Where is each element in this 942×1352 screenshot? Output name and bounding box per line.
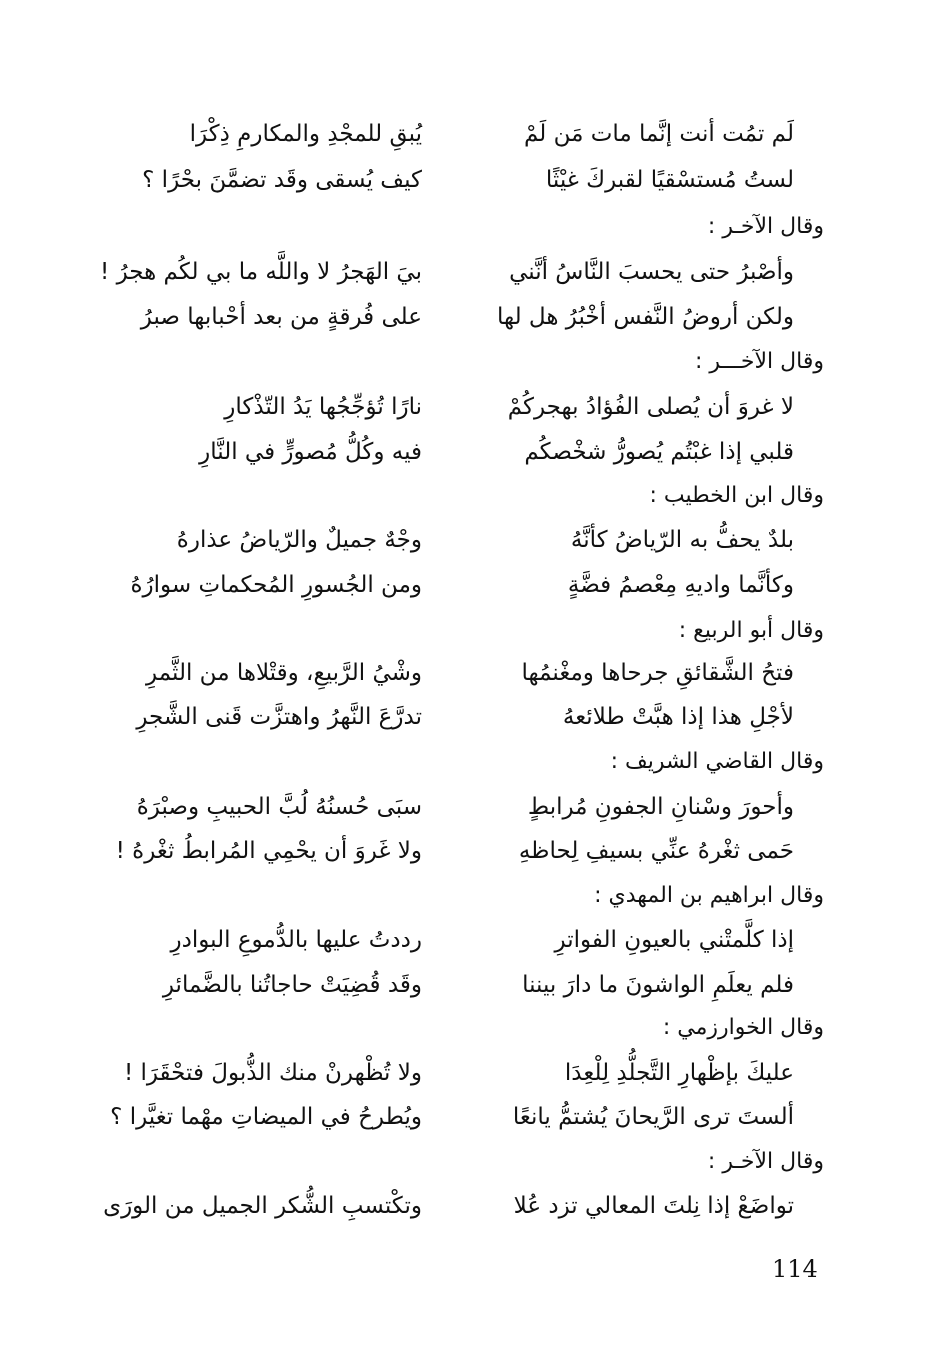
verse-line-second-hemistich: ولا تُظْهرنْ منك الذُّبولَ فتحْقَرَا ! — [123, 1060, 422, 1086]
verse-line-first-hemistich: بلدٌ يحفُّ به الرّياضُ كأنَّهُ — [570, 527, 794, 553]
poet-intro: وقال القاضي الشريف : — [610, 749, 824, 774]
poet-intro: وقال أبو الربيع : — [678, 618, 824, 643]
poet-intro: وقال الآخـر : — [707, 214, 824, 239]
verse-line-first-hemistich: إذا كلَّمتْني بالعيونِ الفواترِ — [554, 927, 794, 953]
poet-intro: وقال الآخـر : — [707, 1149, 824, 1174]
verse-line-second-hemistich: وقَد قُضِيَتْ حاجاتُنا بالضَّمائرِ — [162, 972, 422, 998]
verse-line-first-hemistich: لَم تمُت أنت إنَّما مات مَن لَمْ — [523, 121, 794, 147]
verse-line-first-hemistich: فلم يعلَمِ الواشونَ ما دارَ بيننا — [522, 972, 794, 998]
verse-line-first-hemistich: وأحورَ وسْنانِ الجفونِ مُرابطٍ — [527, 794, 794, 820]
page-number: 114 — [772, 1255, 818, 1283]
poet-intro: وقال الآخـــر : — [695, 349, 824, 374]
verse-line-second-hemistich: كيف يُسقى وقَد تضمَّنَ بحْرًا ؟ — [142, 167, 422, 193]
verse-line-first-hemistich: فتحُ الشَّقائقِ جرحاها ومغْنمُها — [521, 660, 794, 686]
verse-line-first-hemistich: لستُ مُستسْقيًا لقبركَ غيْثًا — [545, 167, 794, 193]
verse-line-second-hemistich: يُبقِ للمجْدِ والمكارمِ ذِكْرَا — [189, 121, 422, 147]
verse-line-second-hemistich: وتكْتسبِ الشُّكر الجميل من الورَى — [103, 1193, 422, 1219]
verse-line-first-hemistich: وأصْبرُ حتى يحسبَ النَّاسُ أنَّني — [509, 259, 794, 285]
poet-intro: وقال ابن الخطيب : — [649, 483, 824, 508]
poet-intro: وقال الخوارزمي : — [662, 1015, 824, 1040]
verse-line-second-hemistich: ولا غَروَ أن يحْمِي المُرابطُ ثغْرهُ ! — [115, 838, 422, 864]
verse-line-first-hemistich: تواضَعْ إذا نِلتَ المعالي تزد عُلا — [513, 1193, 794, 1219]
verse-line-second-hemistich: فيه وكُلُّ مُصورٍّ في النَّارِ — [199, 439, 422, 465]
verse-line-second-hemistich: وجْهٌ جميلٌ والرّياضُ عذارهُ — [176, 527, 422, 553]
verse-line-first-hemistich: وكأنَّما واديهِ مِعْصمُ فضَّةٍ — [567, 572, 794, 598]
verse-line-first-hemistich: حَمى ثغْرهُ عنِّي بسيفِ لِحاظهِ — [518, 838, 794, 864]
verse-line-second-hemistich: ومن الجُسورِ المُحكماتِ سوارُهُ — [130, 572, 422, 598]
verse-line-second-hemistich: ويُطرحُ في الميضاتِ مهْما تغيَّرا ؟ — [110, 1104, 422, 1130]
verse-line-second-hemistich: بيَ الهَجرُ لا واللَّه ما بي لكُم هجرُ ! — [100, 259, 422, 285]
verse-line-second-hemistich: رددتُ عليها بالدُّموعِ البوادرِ — [170, 927, 422, 953]
verse-line-second-hemistich: سبَى حُسنُهُ لُبَّ الحبيبِ وصبْرَهُ — [136, 794, 422, 820]
verse-line-second-hemistich: على فُرقةٍ من بعد أحْبابها صبرُ — [140, 304, 422, 330]
verse-line-first-hemistich: قلبي إذا غبْتُم يُصورُّ شخْصكُم — [524, 439, 794, 465]
verse-line-second-hemistich: وشْيُ الرَّبيعِ، وقتْلاها من الثَّمرِ — [146, 660, 422, 686]
poet-intro: وقال ابراهيم بن المهدي : — [594, 883, 824, 908]
verse-line-first-hemistich: عليكَ بإظْهارِ التَّجلُّدِ لِلْعِدَا — [564, 1060, 794, 1086]
verse-line-first-hemistich: ألستَ ترى الرَّيحانَ يُشتمُّ يانعًا — [512, 1104, 794, 1130]
verse-line-second-hemistich: تدرَّعَ النَّهرُ واهتزَّت قَنى الشَّجرِ — [136, 704, 422, 730]
verse-line-first-hemistich: ولكن أروضُ النَّفس أخْبُرُ هل لها — [497, 304, 794, 330]
verse-line-first-hemistich: لا غروَ أن يُصلى الفُؤادُ بهجركُمْ — [507, 394, 794, 420]
verse-line-first-hemistich: لأجْلِ هذا إذا هبَّتْ طلائعهُ — [562, 704, 794, 730]
verse-line-second-hemistich: نارًا تُؤجِّجُها يَدُ التّذْكارِ — [224, 394, 422, 420]
